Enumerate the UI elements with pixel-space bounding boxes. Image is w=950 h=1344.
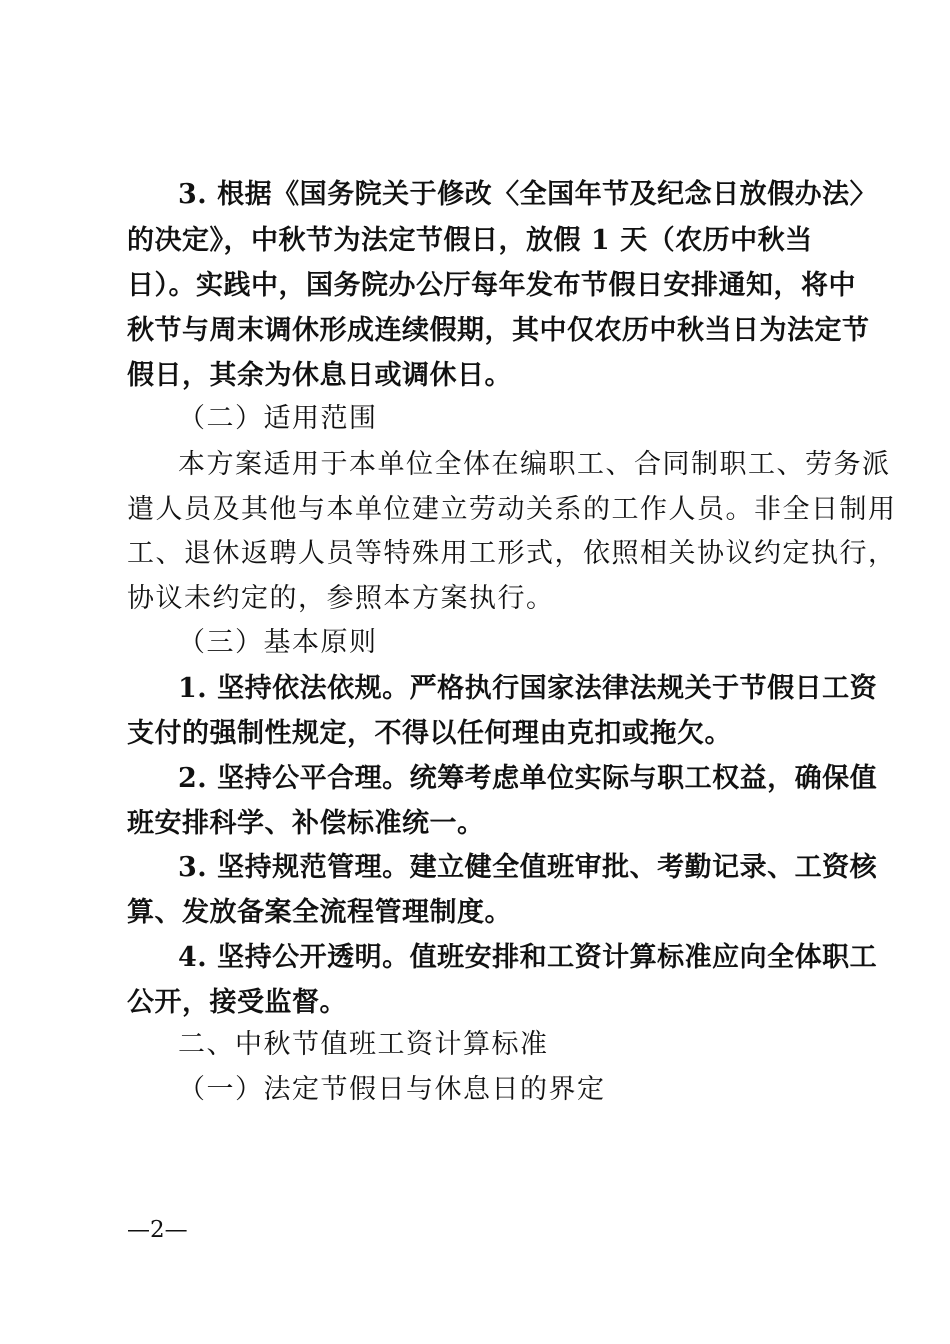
section-heading: （一）法定节假日与休息日的界定 xyxy=(178,1074,606,1105)
section-heading: （二）适用范围 xyxy=(178,403,378,434)
paragraph-line: 日）。实践中，国务院办公厅每年发布节假日安排通知，将中 xyxy=(127,270,856,301)
paragraph-line: 2. 坚持公平合理。统筹考虑单位实际与职工权益，确保值 xyxy=(178,763,878,794)
paragraph-line: 的决定》，中秋节为法定节假日，放假 1 天（农历中秋当 xyxy=(127,225,813,256)
paragraph-line: 本方案适用于本单位全体在编职工、合同制职工、劳务派 xyxy=(178,449,891,480)
paragraph-line: 支付的强制性规定，不得以任何理由克扣或拖欠。 xyxy=(127,718,732,749)
paragraph-line: 3. 根据《国务院关于修改〈全国年节及纪念日放假办法〉 xyxy=(178,179,878,210)
paragraph-line: 工、退休返聘人员等特殊用工形式，依照相关协议约定执行， xyxy=(127,538,897,569)
paragraph-line: 协议未约定的，参照本方案执行。 xyxy=(127,583,555,614)
paragraph-line: 公开，接受监督。 xyxy=(127,987,347,1018)
paragraph-line: 4. 坚持公开透明。值班安排和工资计算标准应向全体职工 xyxy=(178,942,878,973)
paragraph-line: 1. 坚持依法依规。严格执行国家法律法规关于节假日工资 xyxy=(178,673,878,704)
paragraph-line: 假日，其余为休息日或调休日。 xyxy=(127,360,512,391)
paragraph-line: 秋节与周末调休形成连续假期，其中仅农历中秋当日为法定节 xyxy=(127,315,870,346)
paragraph-line: 班安排科学、补偿标准统一。 xyxy=(127,808,485,839)
section-heading: （三）基本原则 xyxy=(178,627,378,658)
chapter-heading: 二、中秋节值班工资计算标准 xyxy=(178,1029,549,1060)
paragraph-line: 遣人员及其他与本单位建立劳动关系的工作人员。非全日制用 xyxy=(127,494,897,525)
page-number: —2— xyxy=(127,1217,188,1243)
paragraph-line: 3. 坚持规范管理。建立健全值班审批、考勤记录、工资核 xyxy=(178,852,878,883)
paragraph-line: 算、发放备案全流程管理制度。 xyxy=(127,897,512,928)
